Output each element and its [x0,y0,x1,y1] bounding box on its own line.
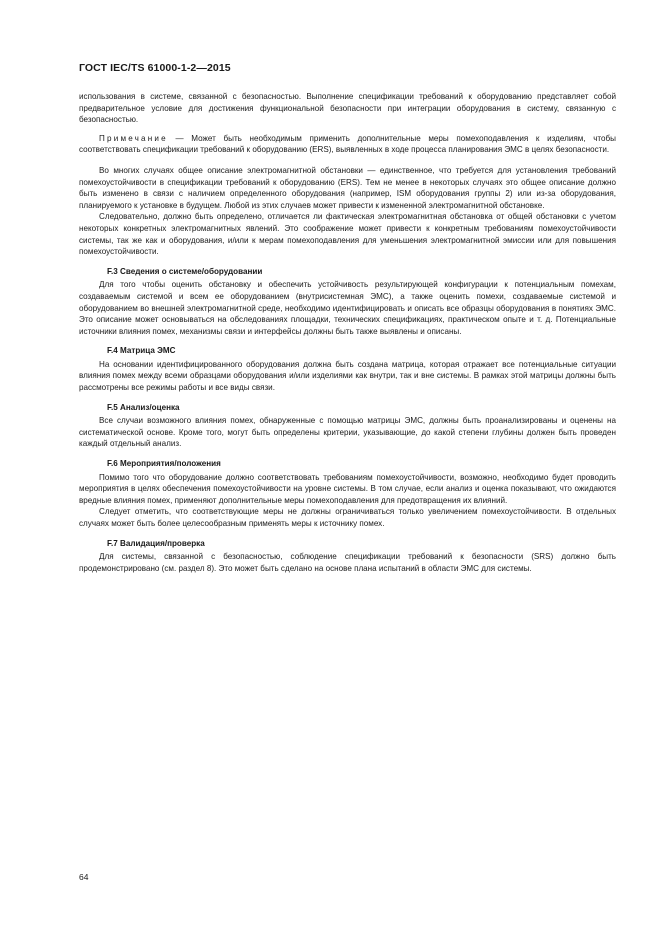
note-label: Примечание [99,133,168,143]
section-heading-f5: F.5 Анализ/оценка [107,402,180,412]
paragraph: Следует отметить, что соответствующие меры не должны ограничиваться только увеличением помехоустойчивости. В отдельных случаях может быть более целесообразным применять меры к источнику помех. [79,507,616,528]
paragraph: На основании идентифицированного оборудования должна быть создана матрица, которая отражает все потенциальные ситуации влияния помех между всеми образцами оборудования и/или изделиями как внутри, так и вне системы. В рамках этой матрицы должны быть рассмотрены все режимы работы и все виды связи. [79,359,616,393]
section-heading-f4: F.4 Матрица ЭМС [107,346,176,356]
paragraph: Во многих случаях общее описание электромагнитной обстановки — единственное, что требуется для установления требований помехоустойчивости в спецификации требований к оборудованию (ERS). Тем не менее в некоторых случаях это общее описание должно быть изменено в связи с наличием определенного оборудования (например, ISM оборудования группы 2) или из-за оборудования, планируемого к установке в будущем. Любой из этих случаев может привести к измененной электромагнитной обстановке. [79,165,616,210]
paragraph: Следовательно, должно быть определено, отличается ли фактическая электромагнитная обстановка от общей обстановки с учетом некоторых конкретных электромагнитных явлений. Это соображение может привести к конкретным требованиям помехоустойчивости системы, так же как и оборудования, и/или к мерам помехоподавления для уменьшения электромагнитной эмиссии или для повышения помехоустойчивости. [79,212,616,257]
section-heading-f3: F.3 Сведения о системе/оборудовании [107,266,263,276]
paragraph: Для системы, связанной с безопасностью, соблюдение спецификации требований к безопасности (SRS) должно быть продемонстрировано (см. раздел 8). Это может быть сделано на основе плана испытаний в области ЭМС для системы. [79,552,616,573]
section-heading-f6: F.6 Мероприятия/положения [107,459,221,469]
paragraph: Для того чтобы оценить обстановку и обеспечить устойчивость результирующей конфигурации к потенциальным помехам, создаваемым системой и всем ее оборудованием (внутрисистемная ЭМС), а также оценить помехи, создаваемые системой и оборудованием во внешней электромагнитной среде, необходимо идентифицировать и описать все образцы оборудования в понятиях ЭМС. Это описание может основываться на обследованиях площадки, технических спецификациях, практическом опыте и т. д. Потенциальные источники влияния помех, механизмы связи и интерфейсы должны быть также выявлены и описаны. [79,280,616,336]
document-body [79,91,616,574]
note [79,133,616,156]
paragraph: Все случаи возможного влияния помех, обнаруженные с помощью матрицы ЭМС, должны быть проанализированы и оценены на систематической основе. Кроме того, могут быть определены критерии, указывающие, до какой степени глубины должен быть проведен каждый отдельный анализ. [79,416,616,449]
section-heading-f7: F.7 Валидация/проверка [107,538,205,548]
note-text: — Может быть необходимым применить дополнительные меры помехоподавления к изделиям, чтобы соответствовать спецификации требований к оборудованию (ERS), выявленных в ходе процесса планирования ЭМС в целях безопасности. [79,133,616,155]
paragraph: использования в системе, связанной с безопасностью. Выполнение спецификации требований к оборудованию представляет собой предварительное условие для достижения функциональной безопасности при интеграции оборудования в систему, связанную с безопасностью. [79,92,616,125]
document-header: ГОСТ IEC/TS 61000-1-2—2015 [79,62,231,74]
page-number: 64 [79,872,89,882]
paragraph: Помимо того что оборудование должно соответствовать требованиям помехоустойчивости, возможно, необходимо будет проводить мероприятия в целях обеспечения помехоустойчивости на уровне системы. В том случае, если анализ и оценка показывают, что ожидаются вредные влияния помех, применяют дополнительные меры помехоподавления для предотвращения их влияний. [79,472,616,505]
